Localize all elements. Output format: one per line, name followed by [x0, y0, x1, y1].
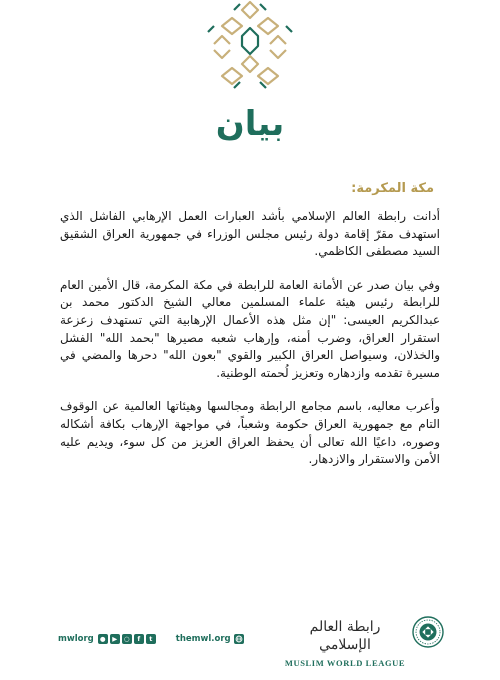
- statement-body: [60, 208, 440, 485]
- dateline-location: مكة المكرمة:: [351, 181, 434, 196]
- facebook-icon[interactable]: f: [134, 634, 144, 644]
- social-handle: mwlorg: [58, 634, 94, 644]
- logo-seal-icon: [412, 616, 444, 648]
- instagram-icon[interactable]: ○: [122, 634, 132, 644]
- organization-logo: [284, 618, 406, 669]
- paragraph-secretary-general-quote: وفي بيان صدر عن الأمانة العامة للرابطة في مكة المكرمة، قال الأمين العام للرابطة رئيس هيئة علماء المسلمين معالي الشيخ الدكتور محمد بن عبدالكريم العيسى: "إن مثل هذه الأعمال الإرهابية التي تستهدف زعزعة استقرار العراق، وضرب أمنه، وإرهاب شعبه مصيرها "بحمد الله" الفشل والخذلان، وسيواصل العراق الكبير والقوي "بعون الله" دحرها والمضي في مسيرة تقدمه وازدهاره وتعزيز لُحمته الوطنية.: [60, 277, 440, 380]
- website-text: themwl.org: [175, 634, 231, 644]
- snapchat-icon[interactable]: ●: [98, 634, 108, 644]
- social-icons: [98, 634, 156, 644]
- paragraph-condemnation: أدانت رابطة العالم الإسلامي بأشد العبارات العمل الإرهابي الفاشل الذي استهدف مقرّ إقامة دولة رئيس مجلس الوزراء في جمهورية العراق الشقيق السيد مصطفى الكاظمي.: [60, 209, 440, 259]
- twitter-icon[interactable]: t: [146, 634, 156, 644]
- website-link[interactable]: [176, 634, 244, 644]
- youtube-icon[interactable]: ▶: [110, 634, 120, 644]
- logo-english-name: MUSLIM WORLD LEAGUE: [284, 658, 406, 668]
- footer-social: [58, 632, 244, 646]
- globe-icon: [234, 634, 244, 644]
- logo-arabic-name: رابطة العالم الإسلامي: [309, 619, 381, 653]
- page-title: بيان: [215, 104, 285, 144]
- header-ornament: [206, 0, 294, 92]
- paragraph-solidarity: وأعرب معاليه، باسم مجامع الرابطة ومجالسها وهيئاتها العالمية عن الوقوف التام مع جمهورية العراق حكومة وشعباً، في مواجهة الإرهاب بكافة أشكاله وصوره، داعيًا الله تعالى أن يحفظ العراق العزيز من كل سوء، ويديم عليه الأمن والاستقرار والازدهار.: [60, 399, 440, 467]
